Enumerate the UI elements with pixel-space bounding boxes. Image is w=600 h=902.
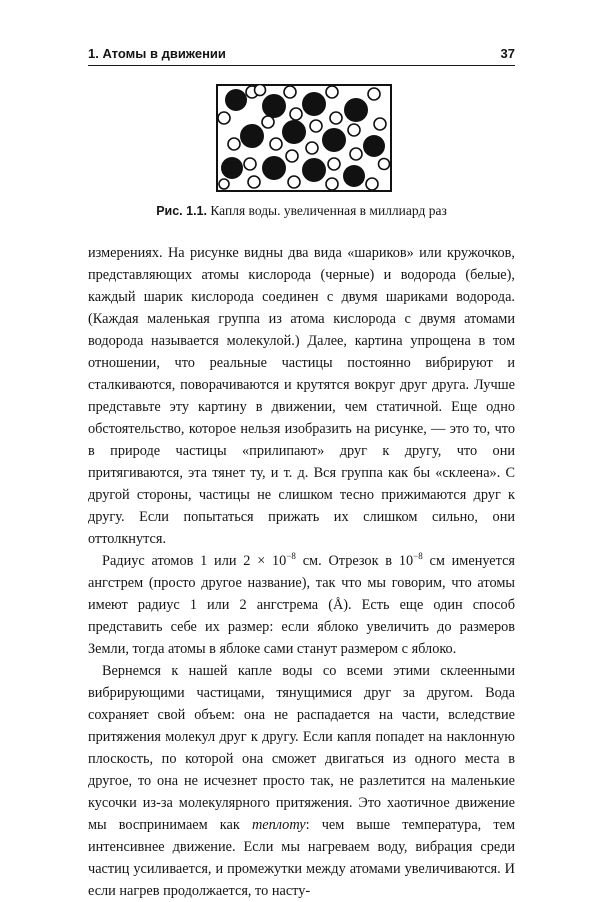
water-drop-figure (216, 84, 392, 192)
hydrogen-atom (255, 85, 266, 96)
text-run: : чем выше температура, тем интенсивнее движение. Если мы нагреваем воду, вибрация среди частиц усиливается, и промежутки между атомами увеличиваются. И если нагрев продолжается, то насту- (88, 817, 515, 899)
text-run: Радиус атомов 1 или 2 × 10 (102, 553, 287, 569)
emphasis-term: теплоту (251, 817, 306, 833)
paragraph (88, 660, 515, 902)
hydrogen-atom (228, 138, 240, 150)
paragraph: измерениях. На рисунке видны два вида «шариков» или кружочков, представляющих атомы кислорода (черные) и водорода (белые), каждый шарик кислорода соединен с двумя шариками водорода. (Каждая маленькая группа из атома кислорода с двумя атомами водорода называется молекулой.) Далее, картина упрощена в том отношении, что реальные частицы постоянно вибрируют и сталкиваются, поворачиваются и крутятся вокруг друг друга. Лучше представьте эту картину в движении, чем статичной. Еще одно обстоятельство, которое нельзя изобразить на рисунке, — это то, что в природе частицы «прилипают» друг к другу, что они притягиваются, эта тянет ту, и т. д. Вся группа как бы «склеена». С другой стороны, частицы не слишком тесно прижимаются друг к другу. Если попытаться прижать их слишком сильно, они оттолкнутся. (88, 245, 515, 547)
hydrogen-atom (348, 124, 360, 136)
hydrogen-atom (326, 86, 338, 98)
atoms-diagram (216, 84, 392, 192)
text-run: Вернемся к нашей капле воды со всеми этими склеенными вибрирующими частицами, тянущимися друг за другом. Вода сохраняет свой объем: она не распадается на части, вследствие притяжения молекул друг к другу. Если капля попадет на наклонную плоскость, по которой она сможет двигаться из одного места в другое, то она не исчезнет просто так, не разлетится на маленькие кусочки из-за молекулярного притяжения. Это хаотичное движение мы воспринимаем как (88, 663, 515, 833)
hydrogen-atom (326, 178, 338, 190)
header-rule (88, 65, 515, 66)
oxygen-atom (282, 120, 306, 144)
hydrogen-atom (310, 120, 322, 132)
hydrogen-atom (248, 176, 260, 188)
hydrogen-atom (286, 150, 298, 162)
paragraph (88, 550, 515, 660)
text-run: см именуется ангстрем (просто другое название), так что мы говорим, что атомы имеют радиус 1 или 2 ангстрема (Å). Есть еще один способ представить себе их размер: если яблоко увеличить до размеров Земли, тогда атомы в яблоке сами станут размером с яблоко. (88, 553, 515, 657)
exponent: −8 (286, 551, 296, 562)
body-text (88, 242, 515, 902)
oxygen-atom (225, 89, 247, 111)
hydrogen-atom (368, 88, 380, 100)
hydrogen-atom (306, 142, 318, 154)
oxygen-atom (302, 92, 326, 116)
hydrogen-atom (270, 138, 282, 150)
hydrogen-atom (328, 158, 340, 170)
oxygen-atom (262, 156, 286, 180)
chapter-title: 1. Атомы в движении (88, 46, 226, 61)
exponent: −8 (413, 551, 423, 562)
running-header (88, 46, 515, 68)
oxygen-atom (221, 157, 243, 179)
oxygen-atom (262, 94, 286, 118)
hydrogen-atom (290, 108, 302, 120)
hydrogen-atom (350, 148, 362, 160)
oxygen-atom (363, 135, 385, 157)
page-number: 37 (500, 46, 515, 61)
hydrogen-atom (374, 118, 386, 130)
hydrogen-atom (219, 179, 229, 189)
text-run: см. Отрезок в 10 (295, 553, 414, 569)
hydrogen-atom (288, 176, 300, 188)
oxygen-atom (343, 165, 365, 187)
hydrogen-atom (284, 86, 296, 98)
oxygen-atom (322, 128, 346, 152)
hydrogen-atom (262, 116, 274, 128)
figure-caption (88, 203, 515, 219)
figure-caption-text: Капля воды. увеличенная в миллиард раз (210, 203, 447, 218)
oxygen-atom (240, 124, 264, 148)
hydrogen-atom (379, 159, 390, 170)
oxygen-atom (302, 158, 326, 182)
hydrogen-atom (330, 112, 342, 124)
hydrogen-atom (218, 112, 230, 124)
oxygen-atom (344, 98, 368, 122)
figure-label: Рис. 1.1. (156, 204, 207, 218)
hydrogen-atom (366, 178, 378, 190)
hydrogen-atom (244, 158, 256, 170)
